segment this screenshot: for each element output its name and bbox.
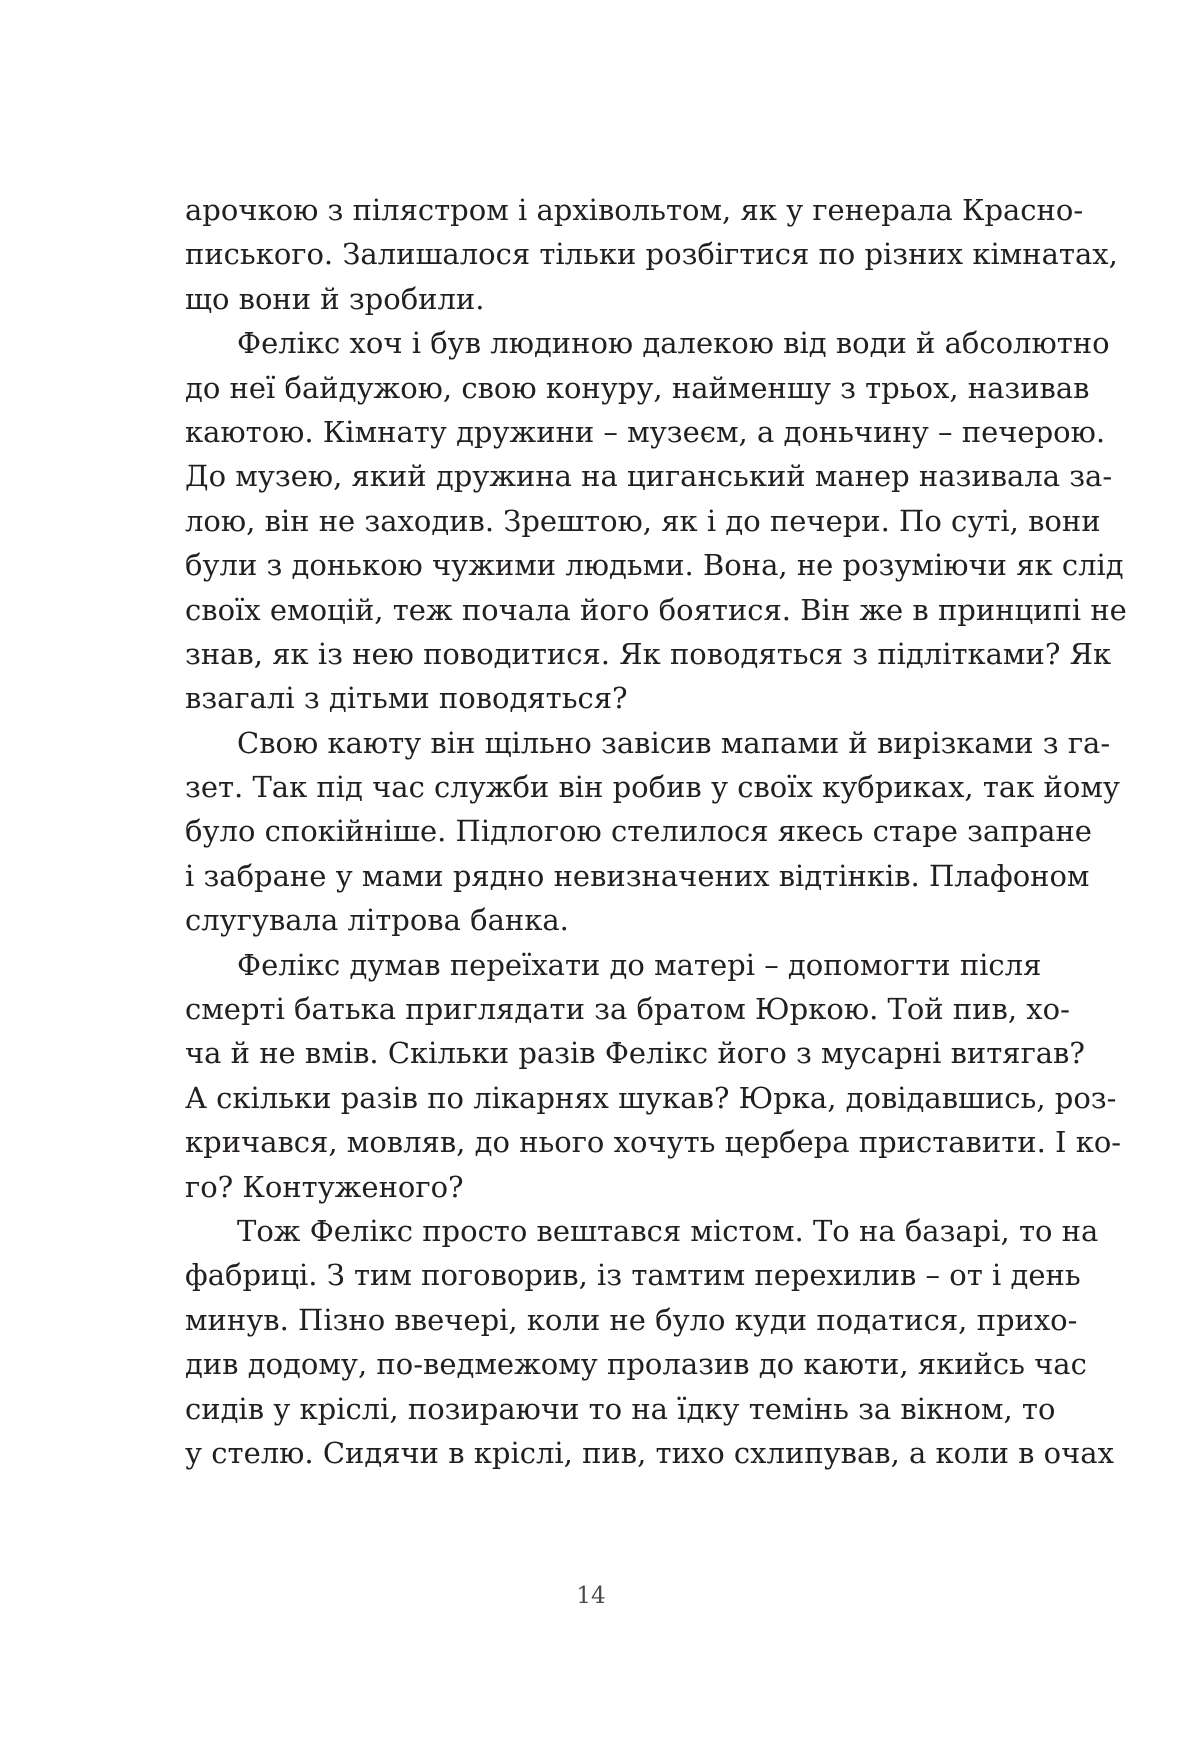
paragraph [185, 321, 1127, 721]
text-line: слугувала літрова банка. [185, 903, 569, 938]
text-line: були з донькою чужими людьми. Вона, не розуміючи як слід [185, 548, 1124, 583]
text-line: го? Контуженого? [185, 1169, 464, 1204]
text-line: минув. Пізно ввечері, коли не було куди податися, прихо- [185, 1302, 1078, 1337]
text-line: Свою каюту він щільно завісив мапами й вирізками з га- [237, 725, 1111, 760]
paragraph [185, 943, 1122, 1209]
text-line: Тож Фелікс просто вештався містом. То на базарі, то на [237, 1213, 1099, 1248]
text-line: зет. Так під час служби він робив у своїх кубриках, так йому [185, 770, 1120, 805]
paragraph [185, 188, 1118, 321]
text-line: див додому, по-ведмежому пролазив до каюти, якийсь час [185, 1347, 1087, 1382]
text-line: було спокійніше. Підлогою стелилося якесь старе запране [185, 814, 1092, 849]
text-line: смерті батька приглядати за братом Юркою. Той пив, хо- [185, 992, 1070, 1027]
text-line: А скільки разів по лікарнях шукав? Юрка, довідавшись, роз- [185, 1080, 1117, 1115]
text-line: Фелікс хоч і був людиною далекою від води й абсолютно [237, 326, 1110, 361]
paragraph [185, 1209, 1114, 1475]
text-line: знав, як із нею поводитися. Як поводяться з підлітками? Як [185, 636, 1112, 671]
paragraph [185, 721, 1120, 943]
text-line: До музею, який дружина на циганський манер називала за- [185, 459, 1113, 494]
text-line: до неї байдужою, свою конуру, найменшу з трьох, називав [185, 370, 1090, 405]
text-line: арочкою з пілястром і архівольтом, як у генерала Красно- [185, 193, 1084, 227]
text-line: Фелікс думав переїхати до матері – допомогти після [237, 947, 1042, 982]
text-line: що вони й зробили. [185, 281, 485, 316]
text-line: фабриці. З тим поговорив, із тамтим перехилив – от і день [185, 1258, 1081, 1293]
text-line: і забране у мами рядно невизначених відтінків. Плафоном [185, 858, 1090, 893]
body-text [185, 188, 1127, 1475]
text-line: кричався, мовляв, до нього хочуть цербера приставити. І ко- [185, 1125, 1122, 1160]
text-line: ча й не вмів. Скільки разів Фелікс його з мусарні витягав? [185, 1036, 1085, 1071]
text-line: взагалі з дітьми поводяться? [185, 681, 628, 716]
text-line: каютою. Кімнату дружини – музеєм, а доньчину – печерою. [185, 414, 1106, 449]
page-number: 14 [576, 1583, 606, 1609]
text-line: у стелю. Сидячи в кріслі, пив, тихо схлипував, а коли в очах [185, 1435, 1114, 1470]
text-line: своїх емоцій, теж почала його боятися. Він же в принципі не [185, 592, 1127, 627]
text-line: лою, він не заходив. Зрештою, як і до печери. По суті, вони [185, 503, 1101, 538]
text-line: сидів у кріслі, позираючи то на їдку темінь за вікном, то [185, 1391, 1056, 1426]
text-line: писького. Залишалося тільки розбігтися по різних кімнатах, [185, 237, 1118, 272]
